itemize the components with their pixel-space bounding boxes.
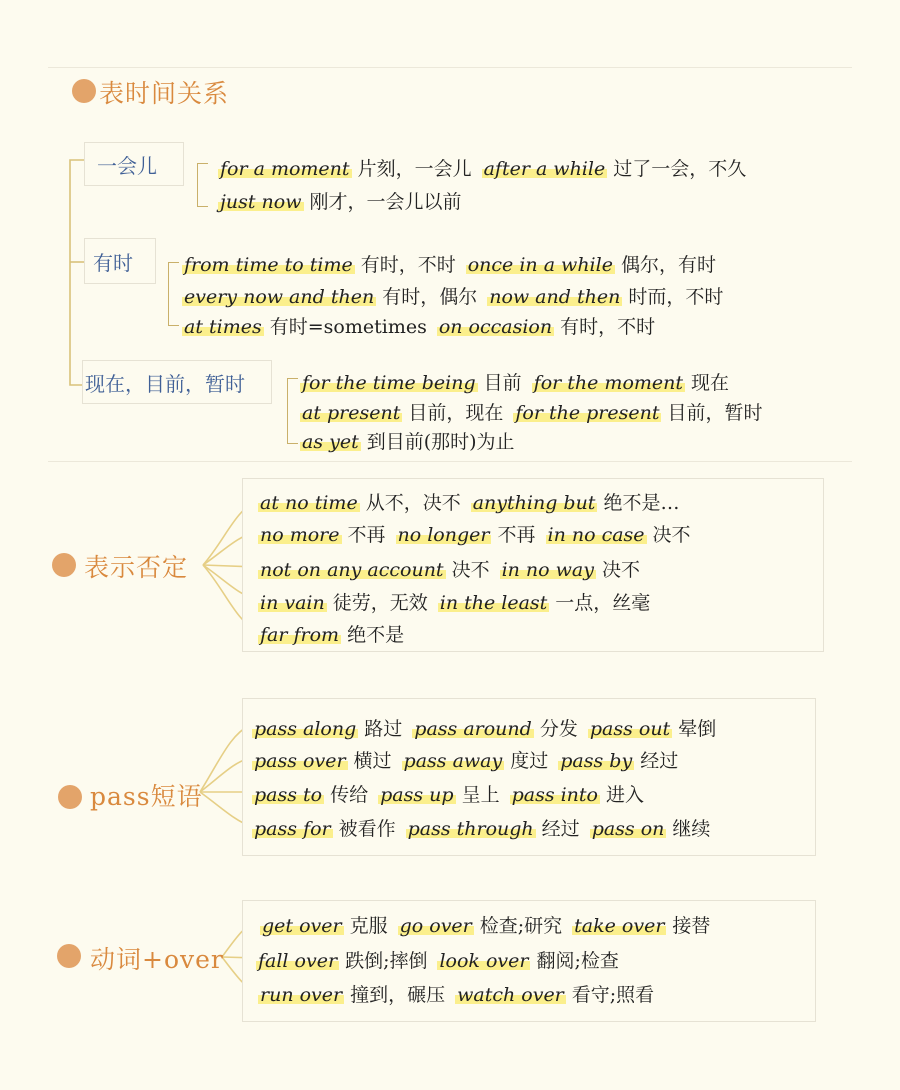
phrase-line-pass-3 [252,780,654,807]
phrase-zh: 绝不是… [603,492,680,514]
phrase-zh: 到目前(那时)为止 [366,431,515,453]
phrase-zh: 目前，暂时 [667,402,763,424]
phrase-en: now and then [489,286,621,308]
phrase-en: look over [439,950,529,972]
phrase-zh: 看守;照看 [571,984,655,1006]
phrase-en: every now and then [184,286,375,308]
phrase-zh: 路过 [364,718,403,740]
phrase-zh: 一点，丝毫 [555,592,651,614]
phrase-line-negation-1 [258,488,689,515]
phrase-en: pass to [254,784,323,806]
phrase-en: pass away [403,750,503,772]
phrase-zh: 有时，不时 [360,254,456,276]
phrase-zh: 度过 [510,750,549,772]
phrase-en: go over [399,915,472,937]
phrase-zh: 偶尔，有时 [620,254,716,276]
phrase-zh: 被看作 [338,818,396,840]
phrase-line-time-1-1 [218,154,756,181]
phrase-line-pass-1 [252,714,726,741]
bracket-moment [197,163,208,207]
phrase-en: pass along [254,718,357,740]
phrase-zh: 绝不是 [347,624,405,646]
phrase-zh: 不再 [497,524,536,546]
phrase-en: take over [574,915,665,937]
section-title-over: 动词+over [90,945,224,974]
phrase-zh: 横过 [353,750,392,772]
phrase-line-time-2-1 [182,250,726,277]
phrase-line-negation-2 [258,520,701,547]
phrase-en: in no way [501,559,594,581]
section-bullet-negation [52,553,76,577]
phrase-zh: 有时，不时 [560,316,656,338]
section-title-pass: pass短语 [90,782,203,811]
phrase-zh: 有时=sometimes [269,316,427,338]
phrase-en: pass on [591,818,665,840]
phrase-en: pass up [380,784,454,806]
category-label-present: 现在，目前，暂时 [85,372,245,396]
phrase-en: from time to time [184,254,353,276]
phrase-en: in vain [260,592,325,614]
phrase-en: fall over [258,950,338,972]
phrase-line-time-2-2 [182,282,733,309]
phrase-en: once in a while [467,254,613,276]
phrase-en: just now [220,191,302,213]
phrase-zh: 不再 [347,524,386,546]
phrase-line-over-2 [256,946,629,973]
phrase-zh: 决不 [451,559,490,581]
phrase-en: for the present [515,402,660,424]
phrase-zh: 过了一会，不久 [613,158,747,180]
phrase-zh: 目前 [483,372,522,394]
section-bullet-over [57,944,81,968]
phrase-zh: 片刻，一会儿 [357,158,472,180]
phrase-zh: 进入 [606,784,645,806]
phrase-en: for the moment [533,372,684,394]
phrase-en: not on any account [260,559,444,581]
phrase-en: pass around [414,718,532,740]
phrase-line-negation-4 [258,588,660,615]
phrase-zh: 有时，偶尔 [382,286,478,308]
phrase-zh: 接替 [672,915,711,937]
phrase-zh: 分发 [539,718,578,740]
phrase-line-time-3-1 [300,368,739,395]
phrase-en: far from [260,624,340,646]
phrase-en: pass out [589,718,671,740]
phrase-zh: 检查;研究 [479,915,563,937]
bracket-sometimes [168,262,179,326]
phrase-line-time-3-2 [300,398,773,425]
section-title-time: 表时间关系 [99,79,230,108]
phrase-en: run over [260,984,343,1006]
phrase-line-time-2-3 [182,312,665,339]
phrase-line-negation-5 [258,620,414,647]
phrase-en: on occasion [438,316,553,338]
phrase-line-time-1-2 [218,187,472,214]
phrase-en: get over [262,915,342,937]
phrase-en: no more [260,524,340,546]
phrase-zh: 继续 [672,818,711,840]
phrase-en: for the time being [302,372,476,394]
phrase-line-over-3 [258,980,664,1007]
phrase-zh: 传给 [330,784,369,806]
phrase-en: in no case [547,524,645,546]
phrase-zh: 撞到，碾压 [350,984,446,1006]
phrase-zh: 决不 [601,559,640,581]
phrase-en: pass through [407,818,534,840]
phrase-line-over-1 [260,911,720,938]
section-bullet-time [72,79,96,103]
phrase-en: as yet [302,431,359,453]
phrase-zh: 克服 [349,915,388,937]
bracket-present [287,378,298,444]
category-label-sometimes: 有时 [93,251,133,275]
phrase-en: watch over [457,984,564,1006]
phrase-zh: 经过 [640,750,679,772]
section-title-negation: 表示否定 [84,553,189,582]
phrase-en: after a while [483,158,606,180]
phrase-en: anything but [472,492,596,514]
phrase-zh: 呈上 [461,784,500,806]
phrase-en: pass over [254,750,346,772]
phrase-line-time-3-3 [300,427,525,454]
phrase-zh: 目前，现在 [408,402,504,424]
section-bullet-pass [58,785,82,809]
phrase-zh: 从不，决不 [365,492,461,514]
phrase-line-pass-2 [252,746,688,773]
phrase-zh: 现在 [691,372,730,394]
phrase-line-negation-3 [258,555,650,582]
phrase-en: in the least [439,592,548,614]
phrase-zh: 徒劳，无效 [332,592,428,614]
phrase-zh: 经过 [541,818,580,840]
phrase-zh: 跌倒;摔倒 [345,950,428,972]
phrase-en: pass by [560,750,633,772]
phrase-en: pass into [511,784,598,806]
phrase-en: for a moment [220,158,350,180]
phrase-en: no longer [397,524,490,546]
phrase-en: pass for [254,818,331,840]
phrase-en: at times [184,316,262,338]
phrase-zh: 晕倒 [678,718,717,740]
category-label-moment: 一会儿 [97,154,157,178]
phrase-line-pass-4 [252,814,720,841]
phrase-zh: 决不 [652,524,691,546]
phrase-en: at no time [260,492,358,514]
phrase-zh: 时而，不时 [628,286,724,308]
phrase-zh: 翻阅;检查 [536,950,619,972]
phrase-en: at present [302,402,401,424]
phrase-zh: 刚才，一会儿以前 [309,191,462,213]
